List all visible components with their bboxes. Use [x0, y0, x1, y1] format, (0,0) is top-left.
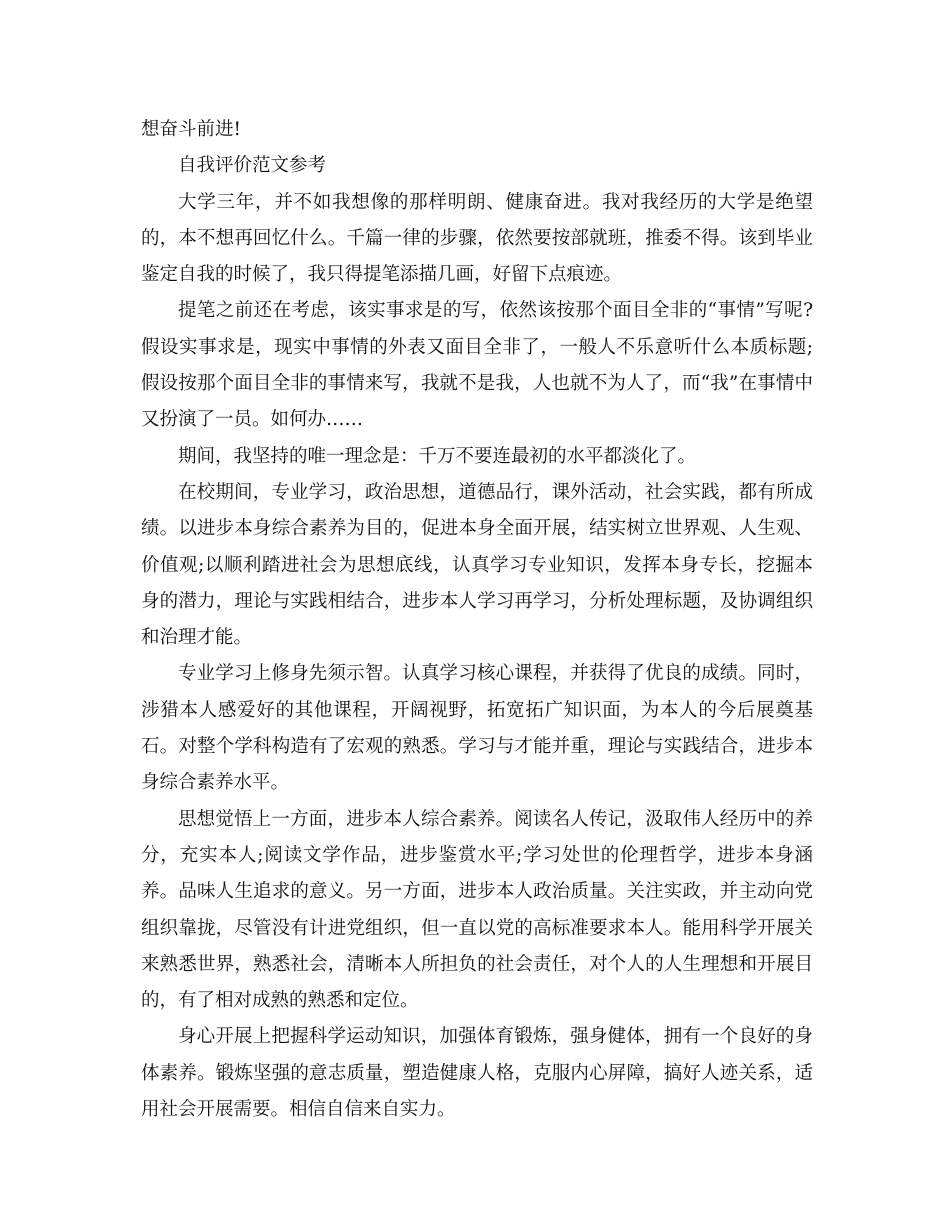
paragraph: 期间，我坚持的唯一理念是：千万不要连最初的水平都淡化了。	[178, 445, 697, 467]
paragraph: 思想觉悟上一方面，进步本人综合素养。阅读名人传记，汲取伟人经历中的养分，充实本人;阅读文学作品，进步鉴赏水平;学习处世的伦理哲学，进步本身涵养。品味人生追求的意义。另一方面，进步本人政治质量。关注实政，并主动向党组织靠拢，尽管没有计进党组织，但一直以党的高标准要求本人。能用科学开展关来熟悉世界，熟悉社会，清晰本人所担负的社会责任，对个人的人生理想和开展目的，有了相对成熟的熟悉和定位。	[141, 808, 813, 1012]
paragraph-heading: 自我评价范文参考	[178, 155, 327, 177]
paragraph: 大学三年，并不如我想像的那样明朗、健康奋进。我对我经历的大学是绝望的，本不想再回忆什么。千篇一律的步骤，依然要按部就班，推委不得。该到毕业鉴定自我的时候了，我只得提笔添描几画，好留下点痕迹。	[141, 191, 813, 286]
document-body	[141, 112, 813, 1128]
paragraph: 身心开展上把握科学运动知识，加强体育锻炼，强身健体，拥有一个良好的身体素养。锻炼坚强的意志质量，塑造健康人格，克服内心屏障，搞好人迹关系，适用社会开展需要。相信自信来自实力。	[141, 1026, 813, 1121]
paragraph: 提笔之前还在考虑，该实事求是的写，依然该按那个面目全非的“事情”写呢?假设实事求是，现实中事情的外表又面目全非了，一般人不乐意听什么本质标题;假设按那个面目全非的事情来写，我就不是我，人也就不为人了，而“我”在事情中又扮演了一员。如何办……	[141, 300, 813, 431]
paragraph: 专业学习上修身先须示智。认真学习核心课程，并获得了优良的成绩。同时，涉猎本人感爱好的其他课程，开阔视野，拓宽拓广知识面，为本人的今后展奠基石。对整个学科构造有了宏观的熟悉。学习与才能并重，理论与实践结合，进步本身综合素养水平。	[141, 663, 813, 794]
paragraph: 在校期间，专业学习，政治思想，道德品行，课外活动，社会实践，都有所成绩。以进步本身综合素养为目的，促进本身全面开展，结实树立世界观、人生观、价值观;以顺利踏进社会为思想底线，认真学习专业知识，发挥本身专长，挖掘本身的潜力，理论与实践相结合，进步本人学习再学习，分析处理标题，及协调组织和治理才能。	[141, 481, 813, 649]
paragraph-continuation: 想奋斗前进!	[141, 119, 241, 140]
